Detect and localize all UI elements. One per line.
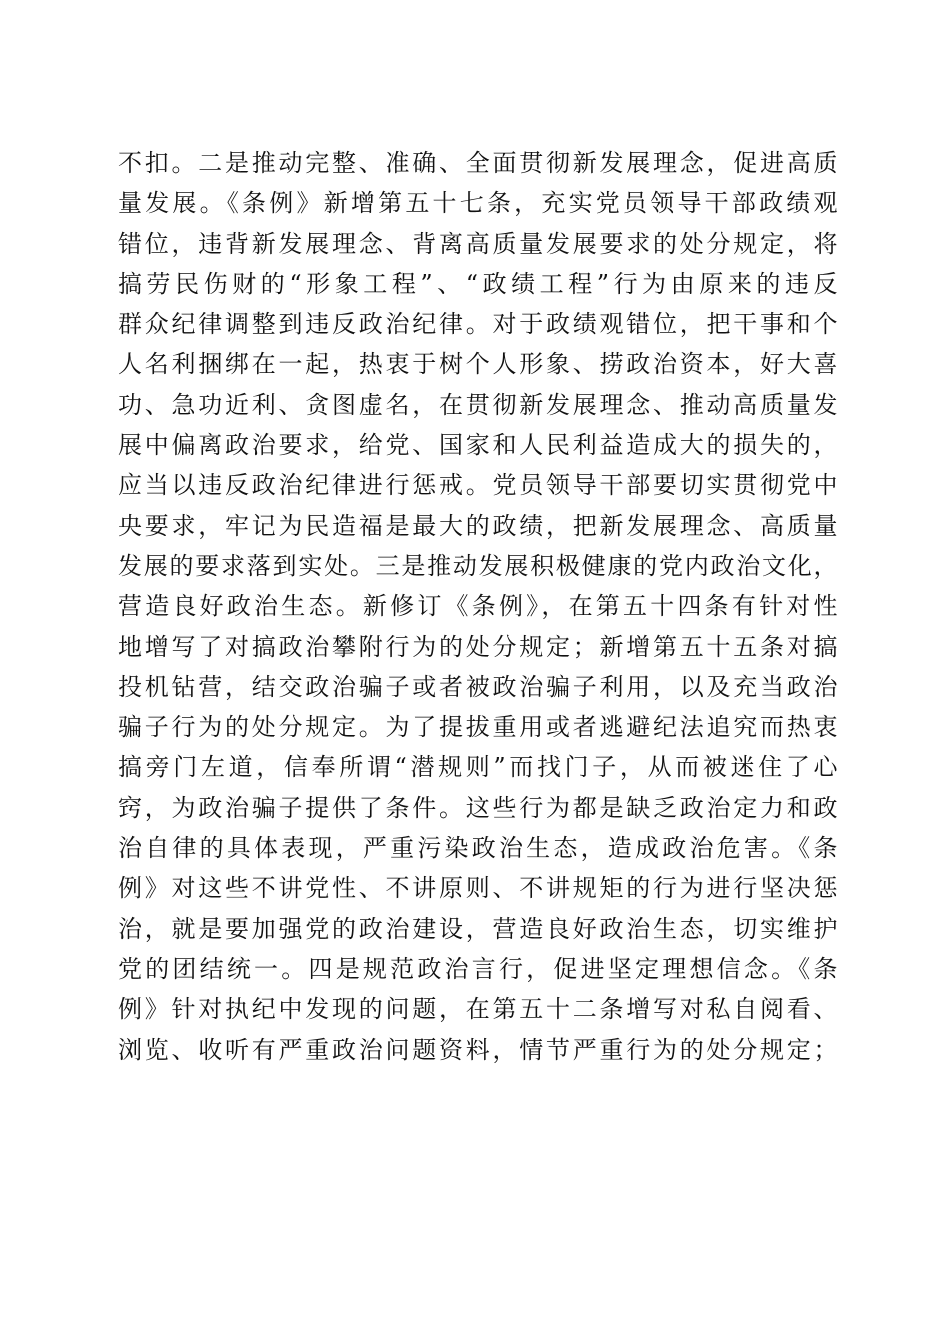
text-line-13: 地增写了对搞政治攀附行为的处分规定；新增第五十五条对搞 bbox=[118, 632, 838, 661]
text-line-8: 展中偏离政治要求，给党、国家和人民利益造成大的损失的， bbox=[118, 431, 838, 460]
text-line-10: 央要求，牢记为民造福是最大的政绩，把新发展理念、高质量 bbox=[118, 511, 838, 540]
text-line-14: 投机钻营，结交政治骗子或者被政治骗子利用，以及充当政治 bbox=[118, 672, 838, 701]
text-line-20: 治，就是要加强党的政治建设，营造良好政治生态，切实维护 bbox=[118, 914, 838, 943]
body-paragraph bbox=[118, 143, 838, 1070]
text-line-17: 窍，为政治骗子提供了条件。这些行为都是缺乏政治定力和政 bbox=[118, 793, 838, 822]
text-line-1: 不扣。二是推动完整、准确、全面贯彻新发展理念，促进高质 bbox=[118, 149, 838, 177]
text-line-15: 骗子行为的处分规定。为了提拔重用或者逃避纪法追究而热衷 bbox=[118, 713, 838, 742]
text-line-22: 例》针对执纪中发现的问题，在第五十二条增写对私自阅看、 bbox=[118, 995, 838, 1024]
text-line-9: 应当以违反政治纪律进行惩戒。党员领导干部要切实贯彻党中 bbox=[118, 471, 838, 500]
text-line-18: 治自律的具体表现，严重污染政治生态，造成政治危害。《条 bbox=[118, 834, 838, 863]
text-line-3: 错位，违背新发展理念、背离高质量发展要求的处分规定，将 bbox=[118, 229, 838, 258]
text-line-4: 搞劳民伤财的“形象工程”、“政绩工程”行为由原来的违反 bbox=[118, 269, 838, 298]
text-line-5: 群众纪律调整到违反政治纪律。对于政绩观错位，把干事和个 bbox=[118, 310, 838, 339]
text-line-6: 人名利捆绑在一起，热衷于树个人形象、捞政治资本，好大喜 bbox=[118, 350, 838, 379]
text-line-11: 发展的要求落到实处。三是推动发展积极健康的党内政治文化， bbox=[118, 551, 838, 580]
text-line-7: 功、急功近利、贪图虚名，在贯彻新发展理念、推动高质量发 bbox=[118, 390, 838, 419]
text-line-12: 营造良好政治生态。新修订《条例》，在第五十四条有针对性 bbox=[118, 592, 838, 621]
text-line-23: 浏览、收听有严重政治问题资料，情节严重行为的处分规定； bbox=[118, 1035, 838, 1064]
text-line-2: 量发展。《条例》新增第五十七条，充实党员领导干部政绩观 bbox=[118, 189, 838, 218]
text-line-19: 例》对这些不讲党性、不讲原则、不讲规矩的行为进行坚决惩 bbox=[118, 874, 838, 903]
text-line-21: 党的团结统一。四是规范政治言行，促进坚定理想信念。《条 bbox=[118, 954, 838, 983]
text-line-16: 搞旁门左道，信奉所谓“潜规则”而找门子，从而被迷住了心 bbox=[118, 753, 838, 782]
